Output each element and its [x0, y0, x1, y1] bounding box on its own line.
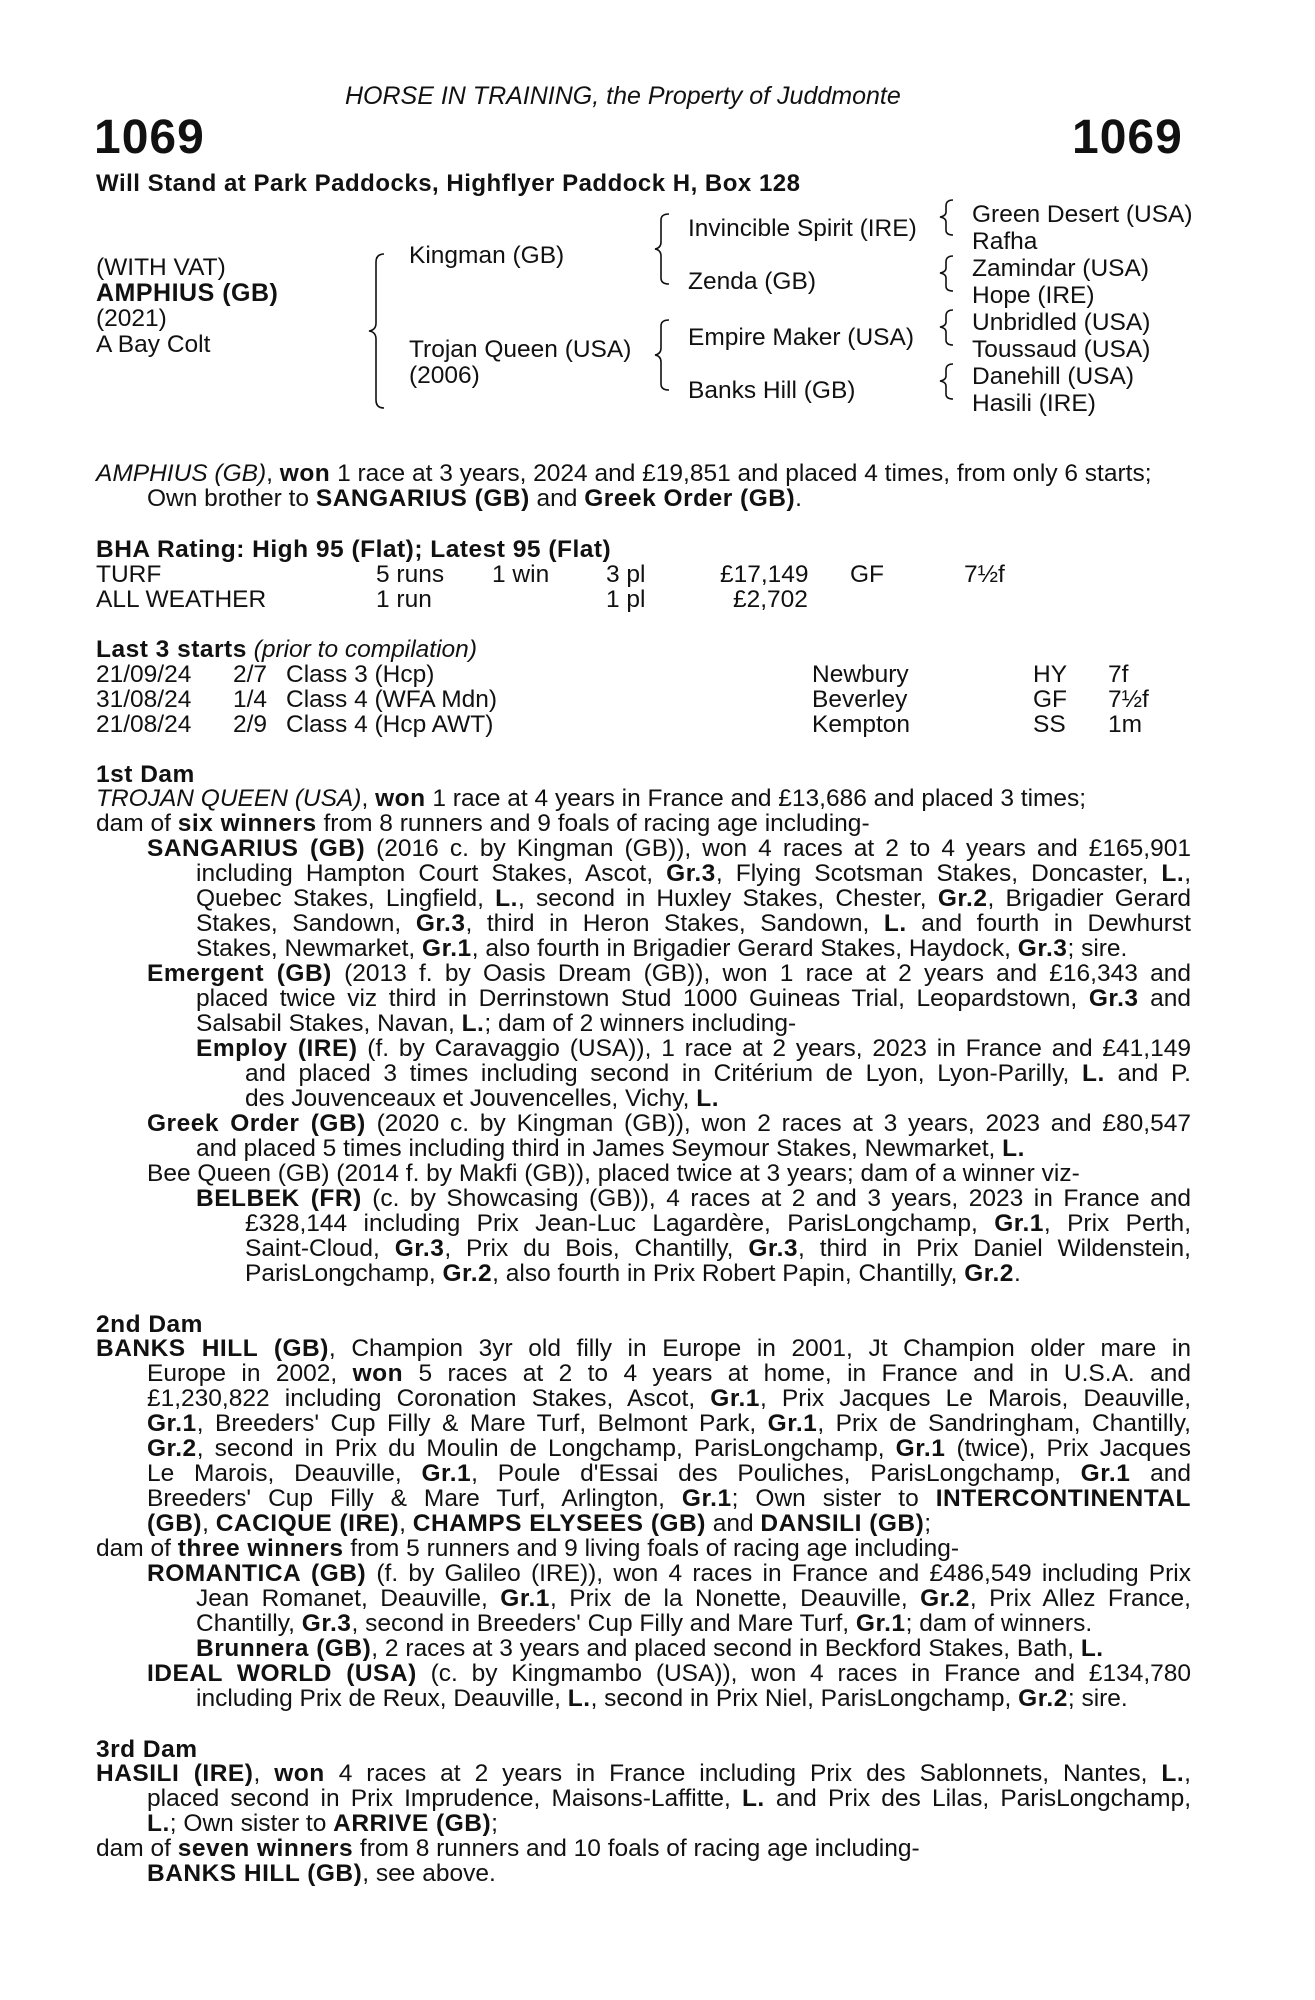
rating-earnings: £17,149 — [720, 561, 809, 588]
progeny-belbek-line: £328,144 including Prix Jean-Luc Lagardère, ParisLongchamp, Gr.1, Prix Perth, — [245, 1210, 1191, 1237]
horse-name: AMPHIUS (GB) — [96, 279, 279, 307]
bold-run: L. — [883, 910, 907, 937]
start-date: 21/08/24 — [96, 711, 192, 738]
start-going: GF — [1033, 686, 1068, 713]
pedigree-g7: Danehill (USA) — [972, 363, 1135, 390]
progeny-romantica-line: ROMANTICA (GB) (f. by Galileo (IRE)), won 4 races in France and £486,549 including Prix — [147, 1560, 1192, 1587]
pedigree-g1: Green Desert (USA) — [972, 201, 1193, 228]
summary-sibling-2: Greek Order (GB) — [584, 485, 796, 512]
progeny-sangarius-line — [147, 836, 1191, 861]
horse-year: (2021) — [96, 305, 167, 332]
bold-run: BANKS HILL (GB) — [147, 1860, 363, 1887]
rating-runs: 1 run — [376, 586, 432, 613]
start-position: 2/7 — [233, 661, 268, 688]
page-header-title: HORSE IN TRAINING, the Property of Juddmonte — [345, 82, 901, 110]
start-distance: 7f — [1108, 661, 1129, 688]
bold-run: L. — [567, 1685, 591, 1712]
progeny-romantica-line: Jean Romanet, Deauville, Gr.1, Prix de la Nonette, Deauville, Gr.2, Prix Allez France, — [196, 1585, 1191, 1612]
bold-run: Gr.2 — [442, 1260, 493, 1287]
progeny-sangarius-name: SANGARIUS (GB) — [147, 835, 366, 862]
progeny-sangarius-line: Stakes, Sandown, Gr.3, third in Heron Stakes, Sandown, L. and fourth in Dewhurst — [196, 910, 1191, 937]
last-starts-title: Last 3 starts — [96, 636, 247, 663]
third-dam-line: L.; Own sister to ARRIVE (GB); — [147, 1810, 498, 1837]
second-dam-line: Gr.1, Breeders' Cup Filly & Mare Turf, Belmont Park, Gr.1, Prix de Sandringham, Chantilly, — [147, 1410, 1191, 1437]
progeny-employ-line — [196, 1036, 1191, 1061]
rating-surface: ALL WEATHER — [96, 586, 267, 613]
first-dam-heading: 1st Dam — [96, 761, 195, 788]
lot-number-right: 1069 — [1072, 111, 1183, 164]
second-dam-line: Gr.2, second in Prix du Moulin de Longchamp, ParisLongchamp, Gr.1 (twice), Prix Jacques — [147, 1435, 1191, 1462]
third-dam-line: BANKS HILL (GB), see above. — [147, 1860, 496, 1887]
progeny-sangarius-line: Quebec Stakes, Lingfield, L., second in Huxley Stakes, Chester, Gr.2, Brigadier Gerard — [196, 885, 1191, 912]
first-dam-won: won — [375, 785, 426, 812]
bold-run: Brunnera (GB) — [196, 1635, 372, 1662]
bold-run: L. — [1161, 860, 1185, 887]
first-dam-name: TROJAN QUEEN (USA) — [96, 785, 362, 812]
third-dam-line: placed second in Prix Imprudence, Maisons-Laffitte, L. and Prix des Lilas, ParisLongchamp, — [147, 1785, 1191, 1812]
rating-heading: BHA Rating: High 95 (Flat); Latest 95 (Flat) — [96, 536, 612, 563]
last-starts-heading — [96, 636, 477, 664]
progeny-greek-order-name: Greek Order (GB) — [147, 1110, 366, 1137]
start-position: 2/9 — [233, 711, 268, 738]
bold-run: ROMANTICA (GB) — [147, 1560, 367, 1587]
bold-run: L. — [1002, 1135, 1025, 1162]
pedigree-g3: Zamindar (USA) — [972, 255, 1149, 282]
bold-run: Gr.1 — [147, 1410, 197, 1437]
progeny-greek-order-line — [147, 1111, 1191, 1136]
bold-run: Gr.3 — [666, 860, 716, 887]
bold-run: (GB) — [147, 1510, 203, 1537]
bold-run: INTERCONTINENTAL — [935, 1485, 1191, 1512]
bold-run: won — [352, 1360, 404, 1387]
progeny-employ-line: des Jouvenceaux et Jouvencelles, Vichy, L. — [245, 1085, 720, 1112]
first-dam-record: 1 race at 4 years in France and £13,686 and placed 3 times; — [425, 785, 1087, 812]
second-dam-heading: 2nd Dam — [96, 1311, 203, 1338]
rating-distance: 7½f — [964, 561, 1005, 588]
first-dam-winners: six winners — [177, 810, 317, 837]
pedigree-sire: Kingman (GB) — [409, 242, 565, 269]
bold-run: Gr.3 — [394, 1235, 445, 1262]
progeny-emergent-line: Salsabil Stakes, Navan, L.; dam of 2 winners including- — [196, 1010, 797, 1037]
pedigree-dam-year: (2006) — [409, 362, 480, 389]
bold-run: Gr.1 — [681, 1485, 732, 1512]
progeny-employ-line: and placed 3 times including second in Critérium de Lyon, Lyon-Parilly, L. and P. — [245, 1060, 1191, 1087]
summary-sep: , — [266, 460, 280, 487]
progeny-bee-queen-line: Bee Queen (GB) (2014 f. by Makfi (GB)), placed twice at 3 years; dam of a winner viz- — [147, 1160, 1080, 1187]
progeny-belbek-line: Saint-Cloud, Gr.3, Prix du Bois, Chantilly, Gr.3, third in Prix Daniel Wildenstein, — [245, 1235, 1191, 1262]
pedigree-sire-dam: Zenda (GB) — [688, 268, 816, 295]
pedigree-sire-sire: Invincible Spirit (IRE) — [688, 215, 917, 242]
progeny-belbek-line: ParisLongchamp, Gr.2, also fourth in Prix Robert Papin, Chantilly, Gr.2. — [245, 1260, 1021, 1287]
progeny-emergent-name: Emergent (GB) — [147, 960, 332, 987]
second-dam-line: dam of three winners from 5 runners and 9 living foals of racing age including- — [96, 1535, 960, 1562]
bold-run: Gr.1 — [422, 935, 472, 962]
bold-run: L. — [147, 1810, 170, 1837]
start-position: 1/4 — [233, 686, 268, 713]
start-race: Class 4 (Hcp AWT) — [286, 711, 494, 738]
progeny-belbek-line — [196, 1186, 1191, 1211]
progeny-employ-name: Employ (IRE) — [196, 1035, 358, 1062]
bold-run: Gr.3 — [1088, 985, 1139, 1012]
progeny-emergent-line: placed twice viz third in Derrinstown Stud 1000 Guineas Trial, Leopardstown, Gr.3 and — [196, 985, 1191, 1012]
pedigree-g5: Unbridled (USA) — [972, 309, 1151, 336]
summary-and: and — [529, 485, 585, 512]
bold-run: Gr.2 — [964, 1260, 1014, 1287]
bold-run: Gr.1 — [895, 1435, 946, 1462]
bold-run: L. — [461, 1010, 485, 1037]
start-course: Kempton — [812, 711, 911, 738]
summary-line-1 — [96, 461, 1152, 486]
start-course: Newbury — [812, 661, 909, 688]
third-dam-line: dam of seven winners from 8 runners and 10 foals of racing age including- — [96, 1835, 920, 1862]
bold-run: BANKS HILL (GB) — [96, 1335, 329, 1362]
bold-run: L. — [495, 885, 518, 912]
bold-run: seven winners — [177, 1835, 354, 1862]
first-dam-line-2 — [96, 811, 870, 836]
second-dam-line: Europe in 2002, won 5 races at 2 to 4 years at home, in France and in U.S.A. and — [147, 1360, 1191, 1387]
lot-number-left: 1069 — [94, 111, 205, 164]
second-dam-line: (GB), CACIQUE (IRE), CHAMPS ELYSEES (GB) and DANSILI (GB); — [147, 1510, 932, 1537]
bold-run: IDEAL WORLD (USA) — [147, 1660, 417, 1687]
rating-going: GF — [850, 561, 885, 588]
progeny-sangarius-text: (2016 c. by Kingman (GB)), won 4 races at 2 to 4 years and £165,901 — [365, 835, 1191, 862]
bold-run: Gr.2 — [937, 885, 988, 912]
progeny-brunnera-line: Brunnera (GB), 2 races at 3 years and placed second in Beckford Stakes, Bath, L. — [196, 1635, 1104, 1662]
rating-surface: TURF — [96, 561, 162, 588]
bold-run: Gr.1 — [421, 1460, 472, 1487]
stable-location: Will Stand at Park Paddocks, Highflyer Paddock H, Box 128 — [96, 170, 801, 197]
bold-run: Gr.1 — [855, 1610, 906, 1637]
summary-won: won — [279, 460, 331, 487]
progeny-sangarius-line: Stakes, Newmarket, Gr.1, also fourth in Brigadier Gerard Stakes, Haydock, Gr.3; sire. — [196, 935, 1128, 962]
second-dam-line: Breeders' Cup Filly & Mare Turf, Arlington, Gr.1; Own sister to INTERCONTINENTAL — [147, 1485, 1191, 1512]
bold-run: Gr.1 — [1080, 1460, 1131, 1487]
bold-run: CACIQUE (IRE) — [215, 1510, 400, 1537]
progeny-ideal-world-line: including Prix de Reux, Deauville, L., second in Prix Niel, ParisLongchamp, Gr.2; sire. — [196, 1685, 1128, 1712]
start-date: 21/09/24 — [96, 661, 192, 688]
rating-places: 1 pl — [606, 586, 646, 613]
first-dam-dam-of: dam of — [96, 810, 178, 837]
horse-vat: (WITH VAT) — [96, 254, 226, 281]
bold-run: Gr.1 — [500, 1585, 550, 1612]
start-race: Class 4 (WFA Mdn) — [286, 686, 498, 713]
summary-end: . — [795, 485, 802, 512]
rating-wins: 1 win — [492, 561, 550, 588]
summary-sibling-1: SANGARIUS (GB) — [315, 485, 530, 512]
progeny-belbek-name: BELBEK (FR) — [196, 1185, 362, 1212]
rating-earnings: £2,702 — [733, 586, 808, 613]
bold-run: won — [274, 1760, 325, 1787]
bold-run: ARRIVE (GB) — [333, 1810, 492, 1837]
start-distance: 1m — [1108, 711, 1143, 738]
bold-run: Gr.2 — [147, 1435, 197, 1462]
rating-places: 3 pl — [606, 561, 646, 588]
last-starts-note: (prior to compilation) — [253, 636, 477, 663]
bold-run: Gr.3 — [301, 1610, 352, 1637]
pedigree-g2: Rafha — [972, 228, 1038, 255]
bold-run: Gr.2 — [1018, 1685, 1068, 1712]
pedigree-dam: Trojan Queen (USA) — [409, 336, 632, 363]
horse-description: A Bay Colt — [96, 331, 211, 358]
pedigree-dam-dam: Banks Hill (GB) — [688, 377, 856, 404]
second-dam-line: £1,230,822 including Coronation Stakes, Ascot, Gr.1, Prix Jacques Le Marois, Deauville, — [147, 1385, 1191, 1412]
pedigree-g4: Hope (IRE) — [972, 282, 1095, 309]
progeny-emergent-line — [147, 961, 1191, 986]
second-dam-line: BANKS HILL (GB), Champion 3yr old filly in Europe in 2001, Jt Champion older mare in — [96, 1335, 1191, 1362]
pedigree-dam-sire: Empire Maker (USA) — [688, 324, 914, 351]
start-going: HY — [1033, 661, 1068, 688]
progeny-belbek-text: (c. by Showcasing (GB)), 4 races at 2 and 3 years, 2023 in France and — [361, 1185, 1191, 1212]
third-dam-heading: 3rd Dam — [96, 1736, 198, 1763]
bold-run: L. — [1082, 1060, 1105, 1087]
progeny-ideal-world-line: IDEAL WORLD (USA) (c. by Kingmambo (USA)), won 4 races in France and £134,780 — [147, 1660, 1192, 1687]
progeny-greek-order-text: (2020 c. by Kingman (GB)), won 2 races at 3 years, 2023 and £80,547 — [365, 1110, 1191, 1137]
progeny-employ-text: (f. by Caravaggio (USA)), 1 race at 2 years, 2023 in France and £41,149 — [357, 1035, 1191, 1062]
bold-run: Gr.3 — [415, 910, 466, 937]
bold-run: Gr.3 — [1017, 935, 1068, 962]
bold-run: L. — [1080, 1635, 1104, 1662]
summary-rest: 1 race at 3 years, 2024 and £19,851 and placed 4 times, from only 6 starts; — [330, 460, 1152, 487]
summary-horse-name: AMPHIUS (GB) — [96, 460, 267, 487]
start-going: SS — [1033, 711, 1066, 738]
rating-runs: 5 runs — [376, 561, 445, 588]
bold-run: L. — [741, 1785, 765, 1812]
summary-line-2 — [147, 486, 802, 511]
start-distance: 7½f — [1108, 686, 1149, 713]
progeny-romantica-line: Chantilly, Gr.3, second in Breeders' Cup Filly and Mare Turf, Gr.1; dam of winners. — [196, 1610, 1093, 1637]
third-dam-line: HASILI (IRE), won 4 races at 2 years in France including Prix des Sablonnets, Nantes, L., — [96, 1760, 1191, 1787]
bold-run: Gr.2 — [920, 1585, 970, 1612]
bold-run: Gr.1 — [767, 1410, 818, 1437]
second-dam-line: Le Marois, Deauville, Gr.1, Poule d'Essai des Pouliches, ParisLongchamp, Gr.1 and — [147, 1460, 1192, 1487]
first-dam-line-1: TROJAN QUEEN (USA), won 1 race at 4 years in France and £13,686 and placed 3 times; — [96, 785, 1087, 812]
first-dam-runners: from 8 runners and 9 foals of racing age including- — [316, 810, 870, 837]
bold-run: HASILI (IRE) — [96, 1760, 254, 1787]
bold-run: L. — [1161, 1760, 1185, 1787]
bold-run: Gr.1 — [994, 1210, 1044, 1237]
bold-run: Gr.3 — [748, 1235, 799, 1262]
pedigree-g8: Hasili (IRE) — [972, 390, 1096, 417]
progeny-sangarius-line: including Hampton Court Stakes, Ascot, Gr.3, Flying Scotsman Stakes, Doncaster, L., — [196, 860, 1192, 887]
summary-own-brother: Own brother to — [147, 485, 316, 512]
bold-run: three winners — [177, 1535, 344, 1562]
pedigree-g6: Toussaud (USA) — [972, 336, 1151, 363]
start-course: Beverley — [812, 686, 908, 713]
bold-run: CHAMPS ELYSEES (GB) — [412, 1510, 706, 1537]
bold-run: Gr.1 — [710, 1385, 760, 1412]
progeny-greek-order-line: and placed 5 times including third in James Seymour Stakes, Newmarket, L. — [196, 1135, 1025, 1162]
start-race: Class 3 (Hcp) — [286, 661, 435, 688]
bold-run: L. — [696, 1085, 720, 1112]
bold-run: DANSILI (GB) — [760, 1510, 925, 1537]
start-date: 31/08/24 — [96, 686, 192, 713]
progeny-emergent-text: (2013 f. by Oasis Dream (GB)), won 1 race at 2 years and £16,343 and — [331, 960, 1191, 987]
